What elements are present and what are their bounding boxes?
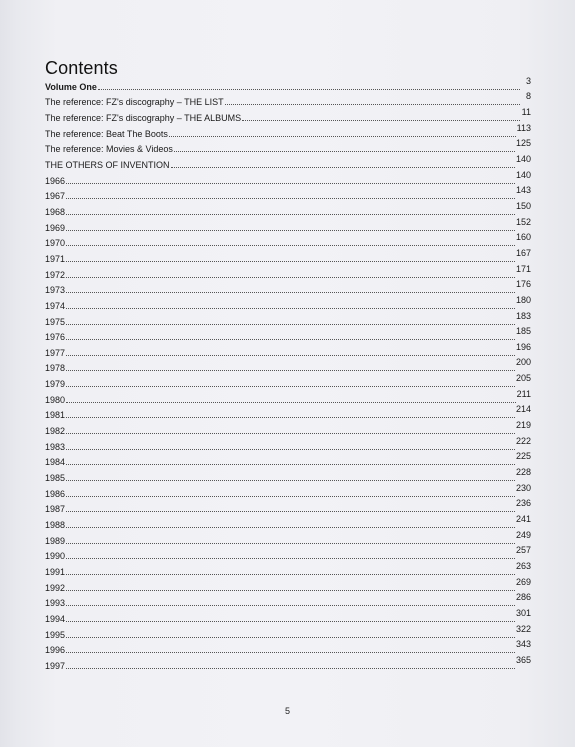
toc-entry[interactable]: [45, 608, 531, 624]
toc-entry-page: 140: [515, 169, 531, 180]
toc-entry[interactable]: [45, 327, 531, 343]
dot-leader: [169, 136, 516, 137]
toc-entry-page: 176: [515, 279, 531, 290]
toc-entry-page: 219: [515, 420, 531, 431]
toc-entry[interactable]: [45, 280, 531, 296]
dot-leader: [174, 151, 515, 152]
dot-leader: [66, 261, 515, 262]
toc-entry-label: 1997: [45, 660, 66, 671]
toc-entry[interactable]: [45, 217, 531, 233]
toc-entry[interactable]: [45, 170, 531, 186]
toc-entry-label: The reference: Movies & Videos: [45, 144, 173, 155]
toc-entry-label: 1987: [45, 504, 66, 515]
toc-entry-page: 236: [515, 498, 531, 509]
dot-leader: [66, 621, 515, 622]
table-of-contents: [45, 76, 531, 671]
toc-entry-page: 286: [515, 592, 531, 603]
toc-entry-label: The reference: FZ's discography – THE LIST: [45, 97, 224, 108]
toc-entry-label: 1993: [45, 598, 66, 609]
toc-entry-page: 225: [515, 451, 531, 462]
toc-entry[interactable]: [45, 561, 531, 577]
toc-entry-page: 183: [515, 310, 531, 321]
toc-entry-label: 1978: [45, 363, 66, 374]
dot-leader: [66, 605, 515, 606]
toc-entry[interactable]: [45, 107, 531, 123]
toc-entry-label: 1977: [45, 347, 66, 358]
toc-entry-label: 1975: [45, 316, 66, 327]
toc-entry[interactable]: [45, 640, 531, 656]
toc-entry-label: 1988: [45, 520, 66, 531]
toc-entry[interactable]: [45, 624, 531, 640]
toc-entry-label: 1981: [45, 410, 66, 421]
toc-entry-page: 241: [515, 514, 531, 525]
dot-leader: [66, 558, 515, 559]
toc-entry-page: 171: [515, 263, 531, 274]
toc-entry-label: THE OTHERS OF INVENTION: [45, 159, 170, 170]
toc-entry[interactable]: [45, 655, 531, 671]
toc-entry[interactable]: [45, 76, 531, 92]
dot-leader: [242, 120, 520, 121]
toc-entry[interactable]: [45, 123, 531, 139]
toc-entry[interactable]: [45, 154, 531, 170]
toc-entry-label: 1986: [45, 488, 66, 499]
toc-entry-label: 1971: [45, 253, 66, 264]
toc-entry-page: 214: [515, 404, 531, 415]
toc-entry-label: 1969: [45, 222, 66, 233]
dot-leader: [66, 668, 515, 669]
dot-leader: [66, 355, 515, 356]
dot-leader: [66, 574, 515, 575]
toc-entry[interactable]: [45, 546, 531, 562]
toc-entry-page: 269: [515, 576, 531, 587]
toc-entry-page: 205: [515, 373, 531, 384]
toc-entry-page: 228: [515, 467, 531, 478]
toc-entry-label: 1979: [45, 379, 66, 390]
toc-entry-page: 196: [515, 341, 531, 352]
toc-entry-label: 1982: [45, 426, 66, 437]
dot-leader: [66, 433, 515, 434]
toc-entry[interactable]: [45, 452, 531, 468]
toc-entry-page: 150: [515, 200, 531, 211]
toc-entry[interactable]: [45, 467, 531, 483]
dot-leader: [66, 637, 515, 638]
dot-leader: [66, 245, 515, 246]
toc-entry-label: 1994: [45, 613, 66, 624]
toc-entry[interactable]: [45, 201, 531, 217]
toc-entry-label: 1985: [45, 473, 66, 484]
toc-entry-page: 301: [515, 607, 531, 618]
dot-leader: [66, 370, 515, 371]
toc-entry-page: 8: [525, 91, 531, 102]
toc-entry[interactable]: [45, 389, 531, 405]
toc-entry-page: 160: [515, 232, 531, 243]
toc-entry-label: 1968: [45, 206, 66, 217]
dot-leader: [66, 308, 515, 309]
toc-entry[interactable]: [45, 436, 531, 452]
toc-entry[interactable]: [45, 483, 531, 499]
dot-leader: [66, 292, 515, 293]
toc-entry-label: 1970: [45, 238, 66, 249]
dot-leader: [66, 543, 515, 544]
toc-entry-page: 180: [515, 294, 531, 305]
toc-entry[interactable]: [45, 264, 531, 280]
toc-entry-page: 143: [515, 185, 531, 196]
toc-entry[interactable]: [45, 405, 531, 421]
toc-entry-page: 185: [515, 326, 531, 337]
toc-entry[interactable]: [45, 311, 531, 327]
dot-leader: [225, 104, 520, 105]
toc-entry[interactable]: [45, 530, 531, 546]
dot-leader: [66, 402, 516, 403]
toc-entry[interactable]: [45, 499, 531, 515]
toc-entry-page: 263: [515, 561, 531, 571]
toc-entry-label: 1966: [45, 175, 66, 186]
dot-leader: [66, 324, 515, 325]
toc-entry-label: 1992: [45, 582, 66, 593]
dot-leader: [66, 386, 515, 387]
toc-entry-page: 152: [515, 216, 531, 227]
toc-entry-page: 125: [515, 138, 531, 149]
dot-leader: [98, 89, 520, 90]
dot-leader: [66, 464, 515, 465]
toc-entry[interactable]: [45, 577, 531, 593]
toc-entry-label: 1974: [45, 300, 66, 311]
toc-entry-label: Volume One: [45, 81, 97, 92]
toc-entry-label: 1972: [45, 269, 66, 280]
dot-leader: [66, 214, 515, 215]
toc-entry[interactable]: [45, 373, 531, 389]
toc-entry[interactable]: [45, 593, 531, 609]
toc-entry-page: 200: [515, 357, 531, 368]
toc-entry-label: 1967: [45, 191, 66, 202]
toc-entry[interactable]: [45, 186, 531, 202]
toc-entry-page: 140: [515, 153, 531, 164]
dot-leader: [66, 527, 515, 528]
toc-entry-label: 1991: [45, 567, 66, 577]
toc-entry-page: 249: [515, 529, 531, 540]
page-number: 5: [284, 706, 290, 716]
toc-entry[interactable]: [45, 342, 531, 358]
toc-entry-page: 3: [525, 75, 531, 86]
toc-entry-label: 1989: [45, 535, 66, 546]
dot-leader: [66, 480, 515, 481]
dot-leader: [66, 417, 515, 418]
toc-entry-page: 11: [521, 106, 531, 117]
toc-entry-page: 222: [515, 435, 531, 446]
toc-entry[interactable]: [45, 248, 531, 264]
toc-entry[interactable]: [45, 358, 531, 374]
toc-entry[interactable]: [45, 514, 531, 530]
toc-entry-page: 211: [516, 388, 531, 399]
toc-entry[interactable]: [45, 233, 531, 249]
dot-leader: [66, 496, 515, 497]
dot-leader: [66, 277, 515, 278]
toc-entry-label: 1995: [45, 629, 66, 640]
dot-leader: [66, 198, 515, 199]
dot-leader: [66, 449, 515, 450]
dot-leader: [66, 511, 515, 512]
toc-entry[interactable]: [45, 139, 531, 155]
toc-entry-page: 113: [516, 122, 531, 133]
dot-leader: [66, 230, 515, 231]
dot-leader: [171, 167, 515, 168]
toc-entry-page: 257: [515, 545, 531, 556]
dot-leader: [66, 183, 515, 184]
toc-entry-label: The reference: Beat The Boots: [45, 128, 168, 139]
toc-entry[interactable]: [45, 92, 531, 108]
toc-entry-label: 1996: [45, 645, 66, 656]
dot-leader: [66, 339, 515, 340]
dot-leader: [66, 652, 515, 653]
toc-entry-label: The reference: FZ's discography – THE ALBUMS: [45, 112, 242, 123]
toc-entry-page: 343: [515, 639, 531, 650]
toc-entry-label: 1976: [45, 332, 66, 343]
toc-entry-label: 1973: [45, 285, 66, 296]
toc-entry-page: 167: [515, 247, 531, 258]
toc-entry[interactable]: [45, 295, 531, 311]
toc-entry-page: 230: [515, 482, 531, 493]
toc-entry-page: 322: [515, 623, 531, 634]
contents-title: Contents: [45, 58, 118, 78]
toc-entry-label: 1984: [45, 457, 66, 468]
toc-entry-label: 1980: [45, 394, 66, 405]
toc-entry-label: 1990: [45, 551, 66, 562]
toc-entry-page: 365: [515, 654, 531, 665]
toc-entry-label: 1983: [45, 441, 66, 452]
toc-entry[interactable]: [45, 420, 531, 436]
dot-leader: [66, 590, 515, 591]
